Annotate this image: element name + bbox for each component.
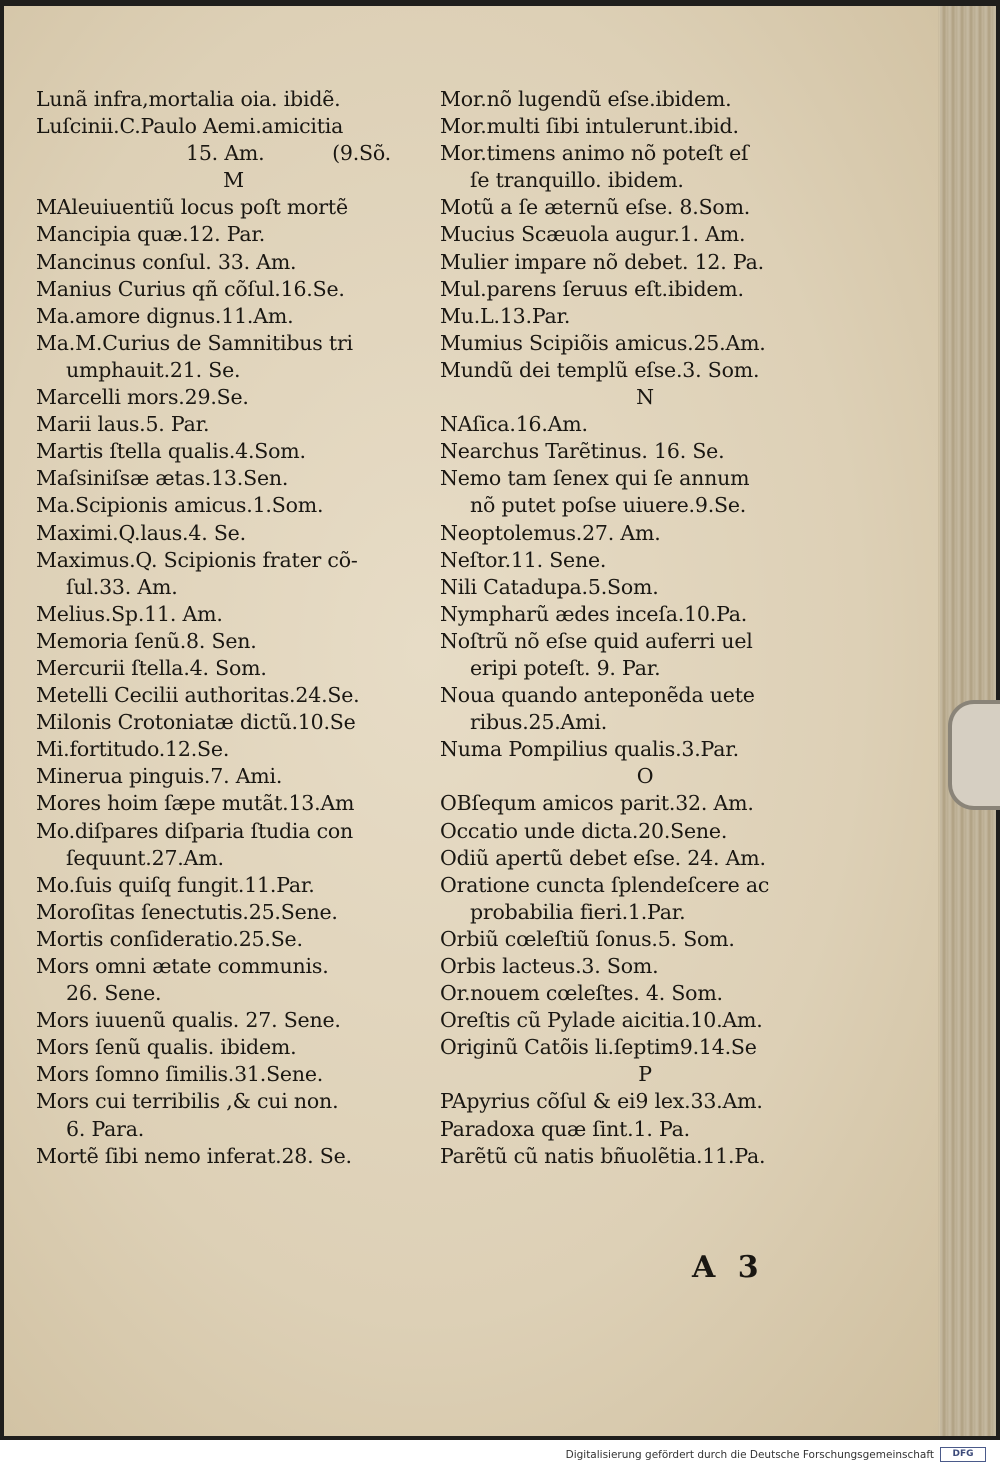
index-column-right — [440, 86, 850, 1170]
index-entry: Mucius Scæuola augur.1. Am. — [440, 222, 746, 247]
index-entry: Noua quando anteponẽda uete — [440, 683, 755, 708]
index-entry: Ma.Scipionis amicus.1.Som. — [36, 493, 324, 518]
index-entry: Mumius Scipiõis amicus.25.Am. — [440, 330, 766, 355]
index-entry: Oreſtis cũ Pylade aicitia.10.Am. — [440, 1008, 763, 1033]
index-entry-continuation: (9.Sõ. — [332, 141, 391, 166]
footer-credit: Digitalisierung gefördert durch die Deutsche Forschungsgemeinschaft — [565, 1449, 934, 1461]
index-entry: Odiũ apertũ debet eſse. 24. Am. — [440, 845, 766, 870]
index-entry: Occatio unde dicta.20.Sene. — [440, 818, 728, 843]
index-entry: Mercurii ſtella.4. Som. — [36, 655, 267, 680]
index-entry-continuation: probabilia fieri.1.Par. — [470, 899, 686, 924]
index-entry: Mortis conſideratio.25.Se. — [36, 926, 303, 951]
index-entry: Melius.Sp.11. Am. — [36, 601, 223, 626]
index-entry-continuation: ribus.25.Ami. — [470, 710, 608, 735]
index-entry: Mors ſomno ſimilis.31.Sene. — [36, 1062, 324, 1087]
index-entry: Ma.M.Curius de Samnitibus tri — [36, 330, 353, 355]
index-entry: Marcelli mors.29.Se. — [36, 385, 249, 410]
section-letter: N — [636, 385, 654, 410]
index-entry — [36, 140, 431, 167]
index-entry: Mulier impare nõ debet. 12. Pa. — [440, 249, 764, 274]
index-entry: Maximus.Q. Scipionis frater cõ- — [36, 547, 358, 572]
index-entry: Milonis Crotoniatæ dictũ.10.Se — [36, 710, 356, 735]
index-entry: Neſtor.11. Sene. — [440, 547, 607, 572]
index-entry: Neoptolemus.27. Am. — [440, 520, 661, 545]
index-entry: MAleuiuentiũ locus poſt mortẽ — [36, 195, 348, 220]
index-entry-text: 15. Am. — [186, 141, 265, 166]
signature-mark: A 3 — [692, 1250, 765, 1285]
index-entry: Martis ſtella qualis.4.Som. — [36, 439, 306, 464]
index-entry: Nemo tam ſenex qui ſe annum — [440, 466, 750, 491]
index-entry: Mundũ dei templũ eſse.3. Som. — [440, 357, 760, 382]
index-entry-continuation: 26. Sene. — [66, 981, 162, 1006]
index-entry: Parẽtũ cũ natis bñuolẽtia.11.Pa. — [440, 1143, 766, 1168]
index-entry-continuation: nõ putet poſse uiuere.9.Se. — [470, 493, 747, 518]
index-entry: Mi.fortitudo.12.Se. — [36, 737, 230, 762]
index-entry: Mu.L.13.Par. — [440, 303, 571, 328]
index-entry: Manius Curius qñ cõſul.16.Se. — [36, 276, 345, 301]
index-entry: Mancinus conſul. 33. Am. — [36, 249, 297, 274]
index-entry: Mo.ſuis quiſq fungit.11.Par. — [36, 872, 315, 897]
index-entry: Numa Pompilius qualis.3.Par. — [440, 737, 739, 762]
section-letter: O — [636, 764, 654, 789]
index-entry: PApyrius cõſul & ei9 lex.33.Am. — [440, 1089, 763, 1114]
index-entry: Nili Catadupa.5.Som. — [440, 574, 659, 599]
index-entry: Memoria ſenũ.8. Sen. — [36, 628, 257, 653]
index-entry: Moroſitas ſenectutis.25.Sene. — [36, 899, 338, 924]
index-entry: Mors ſenũ qualis. ibidem. — [36, 1035, 297, 1060]
page-clip — [948, 700, 1000, 810]
index-entry-continuation: 6. Para. — [66, 1116, 145, 1141]
section-letter: P — [638, 1062, 652, 1087]
dfg-logo: DFG — [940, 1447, 986, 1462]
index-entry: Minerua pinguis.7. Ami. — [36, 764, 283, 789]
index-column-left — [36, 86, 431, 1170]
index-entry-continuation: umphauit.21. Se. — [66, 357, 241, 382]
index-entry: Mor.timens animo nõ poteſt eſ — [440, 141, 749, 166]
index-entry: Metelli Cecilii authoritas.24.Se. — [36, 683, 360, 708]
index-entry: Nympharũ ædes inceſa.10.Pa. — [440, 601, 748, 626]
index-entry: Orbis lacteus.3. Som. — [440, 954, 659, 978]
index-entry: Or.nouem cœleſtes. 4. Som. — [440, 981, 723, 1006]
index-entry: NAſica.16.Am. — [440, 412, 588, 437]
footer-bar — [0, 1440, 1000, 1471]
index-entry: Noſtrũ nõ eſse quid auferri uel — [440, 628, 753, 653]
index-entry: Mancipia quæ.12. Par. — [36, 222, 266, 247]
index-entry: Mul.parens ſeruus eſt.ibidem. — [440, 276, 744, 301]
index-entry: Luſcinii.C.Paulo Aemi.amicitia — [36, 114, 344, 139]
index-entry-continuation: eripi poteſt. 9. Par. — [470, 655, 661, 680]
index-entry: Oratione cuncta ſplendeſcere ac — [440, 872, 770, 897]
index-entry: Maximi.Q.laus.4. Se. — [36, 520, 246, 545]
index-entry: Mo.diſpares diſparia ſtudia con — [36, 818, 354, 843]
index-entry: Paradoxa quæ ſint.1. Pa. — [440, 1116, 690, 1141]
index-entry: Mors omni ætate communis. — [36, 954, 329, 978]
index-entry: Motũ a ſe æternũ eſse. 8.Som. — [440, 195, 751, 220]
index-entry: Lunã infra,mortalia oia. ibidẽ. — [36, 87, 341, 111]
section-letter: M — [223, 168, 244, 193]
index-entry-continuation: ſe tranquillo. ibidem. — [470, 168, 684, 193]
index-entry: Orbiũ cœleſtiũ ſonus.5. Som. — [440, 926, 735, 951]
index-entry-continuation: ſequunt.27.Am. — [66, 845, 224, 870]
index-entry: Originũ Catõis li.ſeptim9.14.Se — [440, 1035, 757, 1060]
index-entry: Marii laus.5. Par. — [36, 412, 210, 437]
index-entry: Ma.amore dignus.11.Am. — [36, 303, 294, 328]
index-entry: Mores hoim ſæpe mutãt.13.Am — [36, 791, 355, 816]
index-entry-continuation: ſul.33. Am. — [66, 574, 178, 599]
index-entry: Mor.multi ſibi intulerunt.ibid. — [440, 114, 739, 139]
index-entry: Mortẽ ſibi nemo inferat.28. Se. — [36, 1143, 352, 1168]
index-entry: Mor.nõ lugendũ eſse.ibidem. — [440, 87, 732, 111]
index-entry: Nearchus Tarẽtinus. 16. Se. — [440, 439, 725, 464]
index-entry: OBſequm amicos parit.32. Am. — [440, 791, 754, 816]
index-entry: Mors cui terribilis ,& cui non. — [36, 1089, 339, 1114]
index-entry: Maſsiniſsæ ætas.13.Sen. — [36, 466, 289, 491]
index-entry: Mors iuuenũ qualis. 27. Sene. — [36, 1008, 341, 1033]
